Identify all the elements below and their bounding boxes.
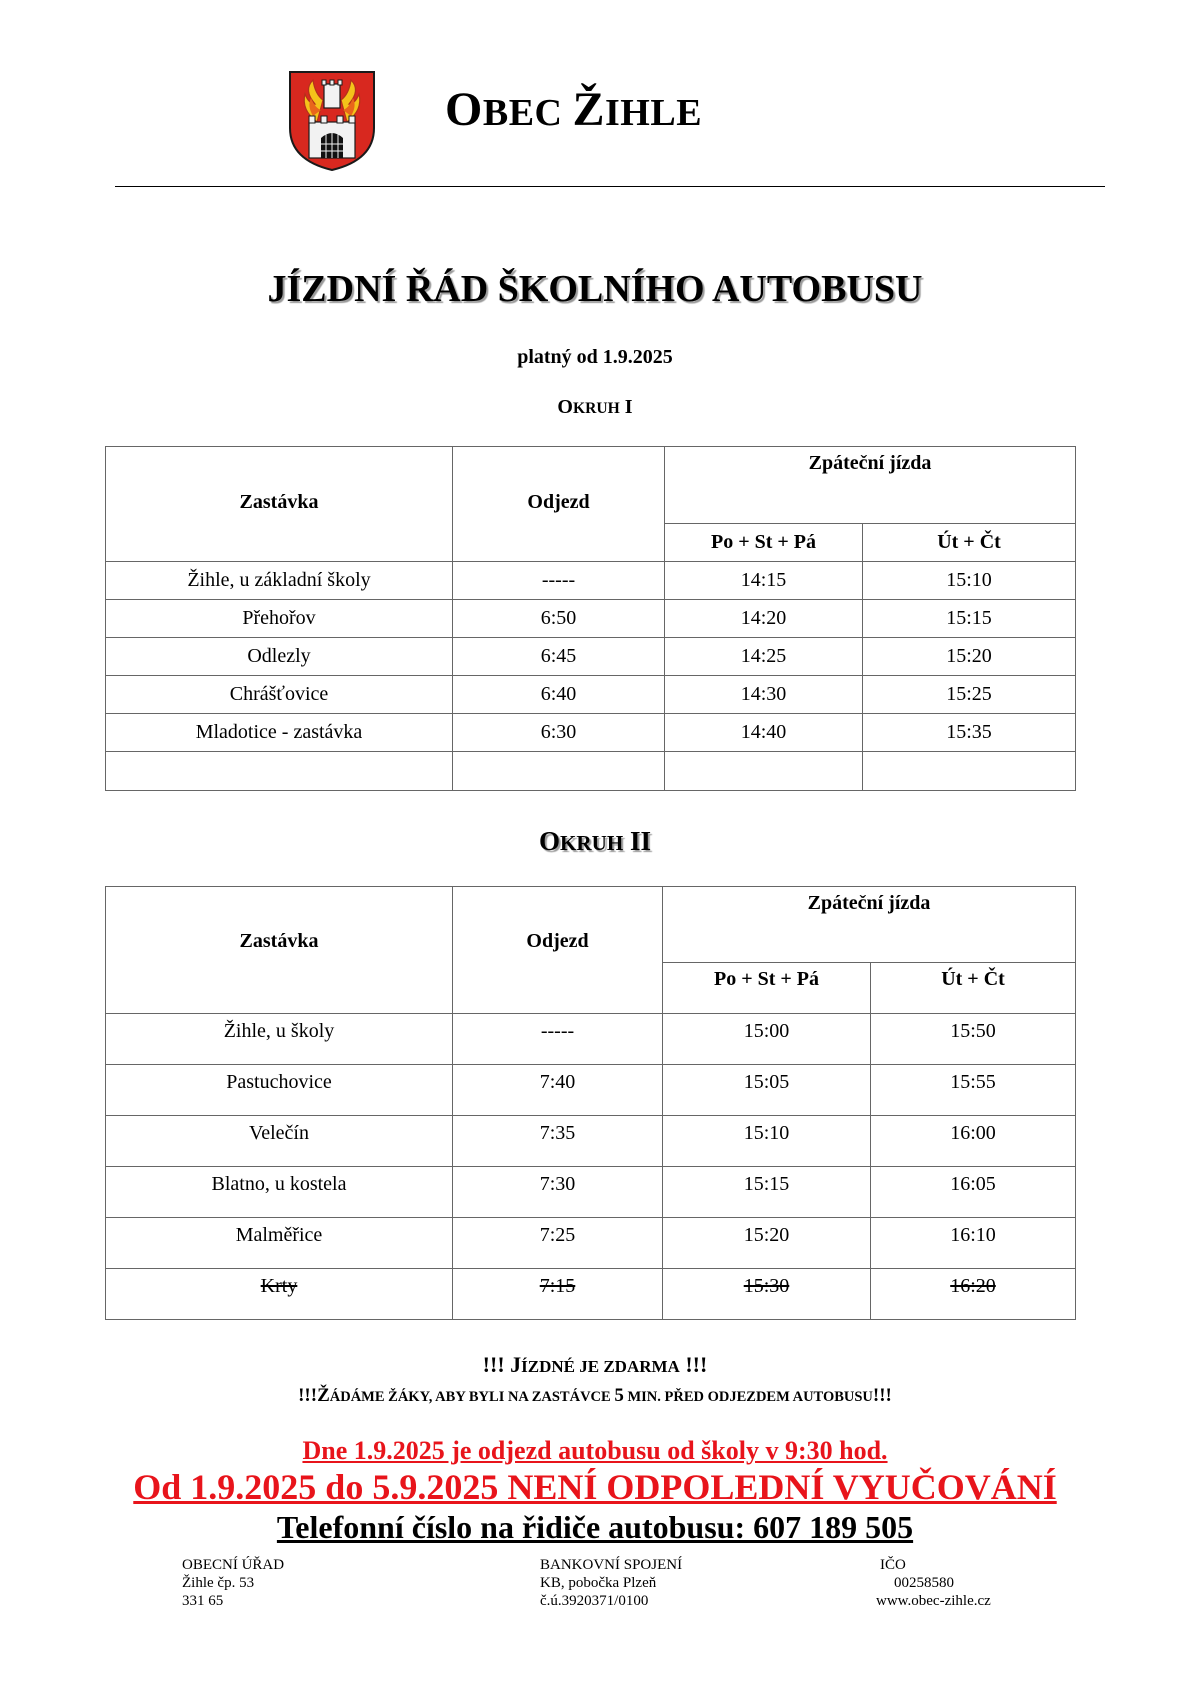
header-blank (106, 524, 453, 562)
header-return: Zpáteční jízda (665, 447, 1076, 524)
cell-return-mon-wed-fri: 15:20 (663, 1218, 871, 1269)
cell-return-mon-wed-fri: 14:20 (665, 600, 863, 638)
timetable-okruh-2 (105, 886, 1076, 1320)
cell-return-mon-wed-fri: 15:00 (663, 1014, 871, 1065)
coat-of-arms-icon (287, 70, 377, 172)
cell-return-tue-thu: 15:15 (863, 600, 1076, 638)
cell-departure: 6:40 (453, 676, 665, 714)
table-row-empty (106, 752, 1076, 791)
cell-stop: Velečín (106, 1116, 453, 1167)
cell-departure: ----- (453, 562, 665, 600)
cell-return-mon-wed-fri: 14:30 (665, 676, 863, 714)
header-days-tue-thu: Út + Čt (871, 963, 1076, 1014)
header-return: Zpáteční jízda (663, 887, 1076, 963)
header-days-mon-wed-fri: Po + St + Pá (665, 524, 863, 562)
table-row (106, 1065, 1076, 1116)
header-blank (106, 963, 453, 1014)
header-blank (453, 963, 663, 1014)
cell-stop: Odlezly (106, 638, 453, 676)
table-row (106, 714, 1076, 752)
cell-stop: Chrášťovice (106, 676, 453, 714)
cell-departure: 6:50 (453, 600, 665, 638)
org-name: OBEC ŽIHLE (445, 83, 703, 136)
timetable-okruh-1 (105, 446, 1076, 791)
footer-bank (540, 1556, 682, 1610)
footer-ico-label: IČO (880, 1557, 906, 1573)
cell-departure: ----- (453, 1014, 663, 1065)
cell-return-tue-thu: 16:20 (871, 1269, 1076, 1320)
footer-bank-branch: KB, pobočka Plzeň (540, 1575, 657, 1591)
cell-departure: 7:40 (453, 1065, 663, 1116)
cell-return-mon-wed-fri: 14:15 (665, 562, 863, 600)
okruh-2-heading: OKRUH II (539, 826, 651, 856)
notice-departure-time: Dne 1.9.2025 je odjezd autobusu od školy v 9:30 hod. (302, 1436, 888, 1465)
cell-return-tue-thu: 16:10 (871, 1218, 1076, 1269)
valid-from: platný od 1.9.2025 (517, 346, 673, 368)
header-days-tue-thu: Út + Čt (863, 524, 1076, 562)
cell-return-tue-thu: 15:20 (863, 638, 1076, 676)
cell-return-mon-wed-fri: 15:05 (663, 1065, 871, 1116)
cell-return-tue-thu: 15:35 (863, 714, 1076, 752)
cell-return-tue-thu: 15:10 (863, 562, 1076, 600)
cell-return-tue-thu: 15:25 (863, 676, 1076, 714)
cell-stop: Přehořov (106, 600, 453, 638)
header-days-mon-wed-fri: Po + St + Pá (663, 963, 871, 1014)
cell-departure: 6:30 (453, 714, 665, 752)
cell-stop: Blatno, u kostela (106, 1167, 453, 1218)
table-row (106, 600, 1076, 638)
cell-stop: Pastuchovice (106, 1065, 453, 1116)
table-row (106, 562, 1076, 600)
cell-return-tue-thu: 15:55 (871, 1065, 1076, 1116)
table-row (106, 1014, 1076, 1065)
header-stop: Zastávka (106, 887, 453, 963)
table-row (106, 676, 1076, 714)
footer-web-link[interactable]: www.obec-zihle.cz (876, 1593, 991, 1609)
footer-office-zip: 331 65 (182, 1593, 224, 1609)
page-title: JÍZDNÍ ŘÁD ŠKOLNÍHO AUTOBUSU (267, 268, 923, 310)
cell-stop: Malměřice (106, 1218, 453, 1269)
cell-return-mon-wed-fri: 15:10 (663, 1116, 871, 1167)
table-row (106, 1218, 1076, 1269)
table-row (106, 638, 1076, 676)
table-row (106, 1269, 1076, 1320)
okruh-1-heading: OKRUH I (557, 396, 633, 418)
header-blank (453, 524, 665, 562)
header-departure: Odjezd (453, 447, 665, 524)
notice-driver-phone: Telefonní číslo na řidiče autobusu: 607 189 505 (276, 1509, 914, 1545)
cell-return-mon-wed-fri: 14:40 (665, 714, 863, 752)
footer-ico-value: 00258580 (894, 1575, 954, 1591)
header-departure: Odjezd (453, 887, 663, 963)
cell-stop: Krty (106, 1269, 453, 1320)
table-row (106, 1167, 1076, 1218)
cell-departure: 7:35 (453, 1116, 663, 1167)
arrival-request-note: !!!ŽÁDÁME ŽÁKY, ABY BYLI NA ZASTÁVCE 5 MIN. PŘED ODJEZDEM AUTOBUSU!!! (298, 1385, 892, 1406)
footer-ico (876, 1556, 991, 1610)
footer-office (182, 1556, 284, 1610)
cell-return-mon-wed-fri: 15:15 (663, 1167, 871, 1218)
header-divider (115, 186, 1105, 187)
notice-no-afternoon-classes: Od 1.9.2025 do 5.9.2025 NENÍ ODPOLEDNÍ VYUČOVÁNÍ (133, 1467, 1057, 1507)
free-fare-note: !!! JÍZDNÉ JE ZDARMA !!! (482, 1352, 708, 1377)
cell-departure: 7:30 (453, 1167, 663, 1218)
cell-departure: 7:25 (453, 1218, 663, 1269)
table-row (106, 1116, 1076, 1167)
footer-bank-title: BANKOVNÍ SPOJENÍ (540, 1557, 683, 1573)
footer-office-title: OBECNÍ ÚŘAD (182, 1557, 285, 1573)
cell-return-tue-thu: 15:50 (871, 1014, 1076, 1065)
cell-departure: 7:15 (453, 1269, 663, 1320)
cell-return-mon-wed-fri: 14:25 (665, 638, 863, 676)
cell-return-tue-thu: 16:00 (871, 1116, 1076, 1167)
cell-stop: Žihle, u základní školy (106, 562, 453, 600)
cell-stop: Žihle, u školy (106, 1014, 453, 1065)
cell-return-mon-wed-fri: 15:30 (663, 1269, 871, 1320)
cell-return-tue-thu: 16:05 (871, 1167, 1076, 1218)
footer-office-address: Žihle čp. 53 (182, 1575, 255, 1591)
cell-departure: 6:45 (453, 638, 665, 676)
cell-stop: Mladotice - zastávka (106, 714, 453, 752)
footer-bank-account: č.ú.3920371/0100 (540, 1593, 649, 1609)
header-stop: Zastávka (106, 447, 453, 524)
